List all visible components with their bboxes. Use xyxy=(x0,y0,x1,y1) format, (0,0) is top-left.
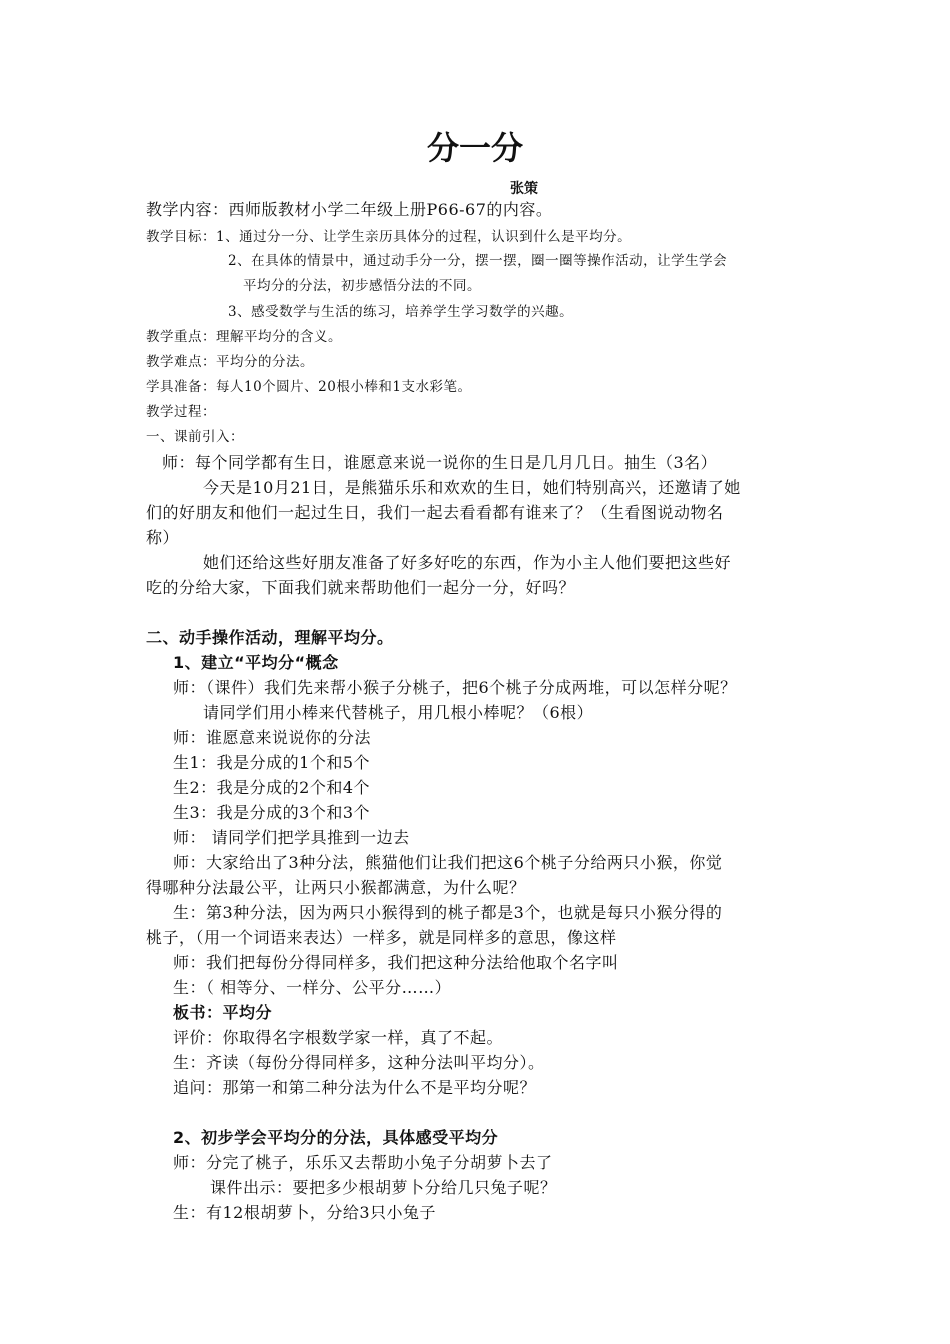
paragraph-line: 得哪种分法最公平，让两只小猴都满意，为什么呢？ xyxy=(146,878,526,897)
section-1-heading: 一、课前引入： xyxy=(146,429,244,445)
paragraph-line: 生1：我是分成的1个和5个 xyxy=(173,753,371,772)
teaching-goal-2-cont: 平均分的分法，初步感悟分法的不同。 xyxy=(243,278,481,294)
paragraph-line: 称） xyxy=(146,528,180,547)
teaching-goal-1: 教学目标：1、通过分一分、让学生亲历具体分的过程，认识到什么是平均分。 xyxy=(146,229,632,245)
paragraph-line: 今天是10月21日，是熊猫乐乐和欢欢的生日，她们特别高兴，还邀请了她 xyxy=(203,478,741,497)
paragraph-line: 生：有12根胡萝卜，分给3只小兔子 xyxy=(173,1203,437,1222)
subsection-1-heading: 1、建立“平均分“概念 xyxy=(173,653,339,672)
paragraph-line: 师： 请同学们把学具推到一边去 xyxy=(173,828,410,847)
paragraph-line: 评价：你取得名字根数学家一样，真了不起。 xyxy=(173,1028,504,1047)
teaching-process-heading: 教学过程： xyxy=(146,404,216,420)
paragraph-line: 课件出示：要把多少根胡萝卜分给几只兔子呢？ xyxy=(210,1178,557,1197)
paragraph-line: 师：我们把每份分得同样多，我们把这种分法给他取个名字叫 xyxy=(173,953,619,972)
paragraph-line: 她们还给这些好朋友准备了好多好吃的东西，作为小主人他们要把这些好 xyxy=(203,553,732,572)
board-note: 板书：平均分 xyxy=(173,1003,273,1022)
paragraph-line: 们的好朋友和他们一起过生日，我们一起去看看都有谁来了？（生看图说动物名 xyxy=(146,503,724,522)
paragraph-line: 师：谁愿意来说说你的分法 xyxy=(173,728,372,747)
teaching-goal-3: 3、感受数学与生活的练习，培养学生学习数学的兴趣。 xyxy=(228,304,574,320)
section-2-heading: 二、动手操作活动，理解平均分。 xyxy=(146,628,394,647)
paragraph-line: 桃子，（用一个词语来表达）一样多，就是同样多的意思，像这样 xyxy=(146,928,617,947)
teaching-focus: 教学重点：理解平均分的含义。 xyxy=(146,329,342,345)
paragraph-line: 请同学们用小棒来代替桃子，用几根小棒呢？（6根） xyxy=(203,703,594,722)
paragraph-line: 生3：我是分成的3个和3个 xyxy=(173,803,371,822)
teaching-content: 教学内容：西师版教材小学二年级上册P66-67的内容。 xyxy=(146,200,553,219)
teaching-difficulty: 教学难点：平均分的分法。 xyxy=(146,354,314,370)
paragraph-line: 师：分完了桃子，乐乐又去帮助小兔子分胡萝卜去了 xyxy=(173,1153,553,1172)
paragraph-line: 追问：那第一和第二种分法为什么不是平均分呢？ xyxy=(173,1078,537,1097)
document-title: 分一分 xyxy=(426,129,523,167)
subsection-2-heading: 2、初步学会平均分的分法，具体感受平均分 xyxy=(173,1128,499,1147)
teaching-goal-2: 2、在具体的情景中，通过动手分一分，摆一摆，圈一圈等操作活动，让学生学会 xyxy=(228,253,728,269)
paragraph-line: 师：大家给出了3种分法，熊猫他们让我们把这6个桃子分给两只小猴，你觉 xyxy=(173,853,723,872)
paragraph-line: 师：每个同学都有生日，谁愿意来说一说你的生日是几月几日。抽生（3名） xyxy=(162,453,718,472)
document-author: 张策 xyxy=(510,181,538,197)
materials: 学具准备：每人10个圆片、20根小棒和1支水彩笔。 xyxy=(146,379,472,395)
paragraph-line: 生：（ 相等分、一样分、公平分……） xyxy=(173,978,452,997)
paragraph-line: 师：（课件）我们先来帮小猴子分桃子，把6个桃子分成两堆，可以怎样分呢？ xyxy=(173,678,737,697)
paragraph-line: 吃的分给大家，下面我们就来帮助他们一起分一分，好吗？ xyxy=(146,578,576,597)
paragraph-line: 生：第3种分法，因为两只小猴得到的桃子都是3个，也就是每只小猴分得的 xyxy=(173,903,723,922)
paragraph-line: 生：齐读（每份分得同样多，这种分法叫平均分）。 xyxy=(173,1053,545,1072)
paragraph-line: 生2：我是分成的2个和4个 xyxy=(173,778,371,797)
